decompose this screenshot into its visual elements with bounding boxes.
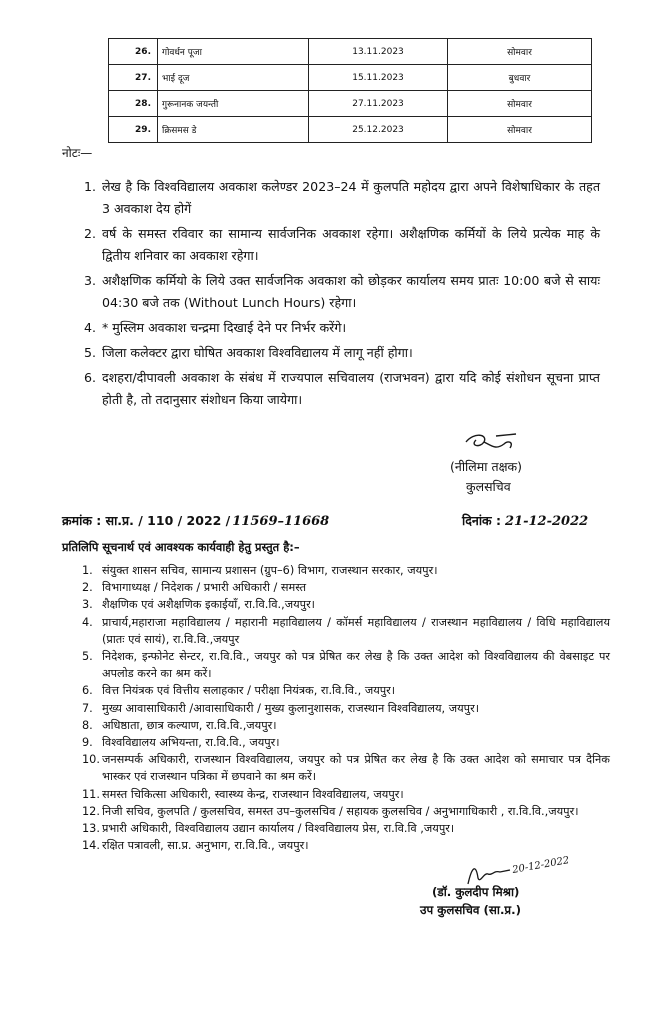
holiday-name: भाई दूज bbox=[158, 65, 309, 91]
signature-2-date: 20-12-2022 bbox=[511, 855, 571, 876]
copy-item bbox=[82, 837, 610, 854]
table-row bbox=[109, 39, 592, 65]
copy-number: 13. bbox=[82, 822, 100, 836]
copies-list bbox=[82, 562, 610, 854]
copy-number: 4. bbox=[82, 615, 93, 629]
note-number: 4. bbox=[84, 320, 97, 335]
note-item bbox=[84, 223, 600, 267]
note-item bbox=[84, 367, 600, 411]
copy-item bbox=[82, 648, 610, 682]
copy-text: विभागाध्यक्ष / निदेशक / प्रभारी अधिकारी / समस्त bbox=[102, 581, 307, 595]
signatory-1-name: (नीलिमा तक्षक) bbox=[450, 459, 523, 474]
note-text: * मुस्लिम अवकाश चन्द्रमा दिखाई देने पर निर्भर करेंगे। bbox=[102, 320, 347, 335]
holiday-table bbox=[108, 38, 592, 143]
copy-number: 10. bbox=[82, 753, 100, 767]
signatory-1-designation: कुलसचिव bbox=[466, 479, 511, 494]
copy-text: निजी सचिव, कुलपति / कुलसचिव, समस्त उप–कुलसचिव / सहायक कुलसचिव / अनुभागाधिकारी , रा.वि.वि.,जयपुर। bbox=[102, 804, 579, 818]
note-number: 3. bbox=[84, 273, 97, 288]
holiday-number: 26. bbox=[109, 39, 158, 65]
copy-item bbox=[82, 803, 610, 820]
copy-number: 3. bbox=[82, 598, 93, 612]
note-item bbox=[84, 317, 600, 339]
copy-text: विश्वविद्यालय अभियन्ता, रा.वि.वि., जयपुर। bbox=[102, 736, 280, 750]
reference-number bbox=[62, 512, 329, 529]
note-text: दशहरा/दीपावली अवकाश के संबंध में राज्यपाल सचिवालय (राजभवन) द्वारा यदि कोई संशोधन सूचना प्राप्त होती है, तो तदानुसार संशोधन किया जायेगा। bbox=[102, 370, 600, 407]
copy-number: 6. bbox=[82, 684, 93, 698]
holiday-name: गुरूनानक जयन्ती bbox=[158, 91, 309, 117]
notes-list bbox=[84, 176, 600, 414]
reference-handwritten: 11569–11668 bbox=[232, 514, 330, 529]
note-item bbox=[84, 342, 600, 364]
copy-item bbox=[82, 751, 610, 785]
note-number: 2. bbox=[84, 226, 97, 241]
table-row bbox=[109, 91, 592, 117]
note-number: 6. bbox=[84, 370, 97, 385]
copy-text: समस्त चिकित्सा अधिकारी, स्वास्थ्य केन्द्र, राजस्थान विश्वविद्यालय, जयपुर। bbox=[102, 787, 404, 801]
copy-text: निदेशक, इन्फोनेट सेन्टर, रा.वि.वि., जयपुर को पत्र प्रेषित कर लेख है कि उक्त आदेश को विश्वविद्यालय की वेबसाइट पर अपलोड करने का श्रम करें। bbox=[102, 650, 610, 681]
holiday-number: 27. bbox=[109, 65, 158, 91]
copy-text: वित्त नियंत्रक एवं वित्तीय सलाहकार / परीक्षा नियंत्रक, रा.वि.वि., जयपुर। bbox=[102, 684, 396, 698]
note-text: अशैक्षणिक कर्मियो के लिये उक्त सार्वजनिक अवकाश को छोड़कर कार्यालय समय प्रातः 10:00 बजे से सायः 04:30 बजे तक (Without Lunch Hours) रहेगा। bbox=[102, 273, 600, 310]
copy-item bbox=[82, 717, 610, 734]
reference-label: क्रमांक : सा.प्र. / 110 / 2022 / bbox=[62, 513, 231, 528]
note-item bbox=[84, 176, 600, 220]
copy-number: 2. bbox=[82, 581, 93, 595]
copy-text: शैक्षणिक एवं अशैक्षणिक इकाईयाँ, रा.वि.वि.,जयपुर। bbox=[102, 598, 315, 612]
date-line bbox=[462, 512, 588, 529]
copy-number: 11. bbox=[82, 787, 100, 801]
copy-text: मुख्य आवासाधिकारी /आवासाधिकारी / मुख्य कुलानुशासक, राजस्थान विश्वविद्यालय, जयपुर। bbox=[102, 701, 479, 715]
holiday-day: बुधवार bbox=[448, 65, 592, 91]
holiday-date: 15.11.2023 bbox=[309, 65, 448, 91]
note-text: जिला कलेक्टर द्वारा घोषित अवकाश विश्वविद्यालय में लागू नहीं होगा। bbox=[102, 345, 413, 360]
note-number: 5. bbox=[84, 345, 97, 360]
signatory-2-name: (डॉ. कुलदीप मिश्रा) bbox=[432, 885, 520, 899]
copy-item bbox=[82, 614, 610, 648]
holiday-number: 29. bbox=[109, 117, 158, 143]
copy-number: 8. bbox=[82, 718, 93, 732]
copy-number: 9. bbox=[82, 736, 93, 750]
signatory-2-designation: उप कुलसचिव (सा.प्र.) bbox=[420, 903, 522, 917]
holiday-date: 27.11.2023 bbox=[309, 91, 448, 117]
copy-item bbox=[82, 562, 610, 579]
copy-number: 7. bbox=[82, 701, 93, 715]
date-label: दिनांक : bbox=[462, 513, 502, 528]
copy-number: 12. bbox=[82, 804, 100, 818]
holiday-day: सोमवार bbox=[448, 117, 592, 143]
table-row bbox=[109, 65, 592, 91]
copy-text: प्रभारी अधिकारी, विश्वविद्यालय उद्यान कार्यालय / विश्वविद्यालय प्रेस, रा.वि.वि ,जयपुर। bbox=[102, 822, 455, 836]
copy-item bbox=[82, 734, 610, 751]
note-text: वर्ष के समस्त रविवार का सामान्य सार्वजनिक अवकाश रहेगा। अशैक्षणिक कर्मियों के लिये प्रत्येक माह के द्वितीय शनिवार का अवकाश रहेगा। bbox=[102, 226, 600, 263]
holiday-name: गोवर्धन पूजा bbox=[158, 39, 309, 65]
date-handwritten: 21-12-2022 bbox=[505, 514, 589, 529]
note-text: लेख है कि विश्वविद्यालय अवकाश कलेण्डर 2023–24 में कुलपति महोदय द्वारा अपने विशेषाधिकार के तहत 3 अवकाश देय होगें bbox=[102, 179, 600, 216]
table-row bbox=[109, 117, 592, 143]
holiday-name: क्रिसमस डे bbox=[158, 117, 309, 143]
copy-item bbox=[82, 596, 610, 613]
copy-item bbox=[82, 700, 610, 717]
copy-text: प्राचार्य,महाराजा महाविद्यालय / महारानी महाविद्यालय / कॉमर्स महाविद्यालय / राजस्थान महाविद्यालय / विधि महाविद्यालय (प्रातः एवं सायं), रा.वि.वि.,जयपुर bbox=[102, 615, 610, 646]
copy-heading: प्रतिलिपि सूचनार्थ एवं आवश्यक कार्यवाही हेतु प्रस्तुत है:– bbox=[62, 540, 300, 554]
holiday-date: 25.12.2023 bbox=[309, 117, 448, 143]
holiday-date: 13.11.2023 bbox=[309, 39, 448, 65]
copy-number: 1. bbox=[82, 564, 93, 577]
holiday-day: सोमवार bbox=[448, 91, 592, 117]
copy-item bbox=[82, 682, 610, 699]
copy-item bbox=[82, 786, 610, 803]
copy-text: अधिष्ठाता, छात्र कल्याण, रा.वि.वि.,जयपुर। bbox=[102, 718, 277, 732]
copy-item bbox=[82, 820, 610, 837]
copy-text: जनसम्पर्क अधिकारी, राजस्थान विश्वविद्यालय, जयपुर को पत्र प्रेषित कर लेख है कि उक्त आदेश को समाचार पत्र दैनिक भास्कर एवं राजस्थान पत्रिका में छपवाने का श्रम करें। bbox=[102, 753, 610, 784]
note-item bbox=[84, 270, 600, 314]
holiday-number: 28. bbox=[109, 91, 158, 117]
copy-item bbox=[82, 579, 610, 596]
copy-text: संयुक्त शासन सचिव, सामान्य प्रशासन (ग्रुप–6) विभाग, राजस्थान सरकार, जयपुर। bbox=[102, 564, 438, 577]
note-heading: नोटः— bbox=[62, 146, 93, 160]
signature-1 bbox=[444, 428, 554, 460]
copy-text: रक्षित पत्रावली, सा.प्र. अनुभाग, रा.वि.वि., जयपुर। bbox=[102, 839, 309, 853]
holiday-day: सोमवार bbox=[448, 39, 592, 65]
note-number: 1. bbox=[84, 179, 97, 194]
copy-number: 14. bbox=[82, 839, 100, 853]
copy-number: 5. bbox=[82, 650, 93, 664]
